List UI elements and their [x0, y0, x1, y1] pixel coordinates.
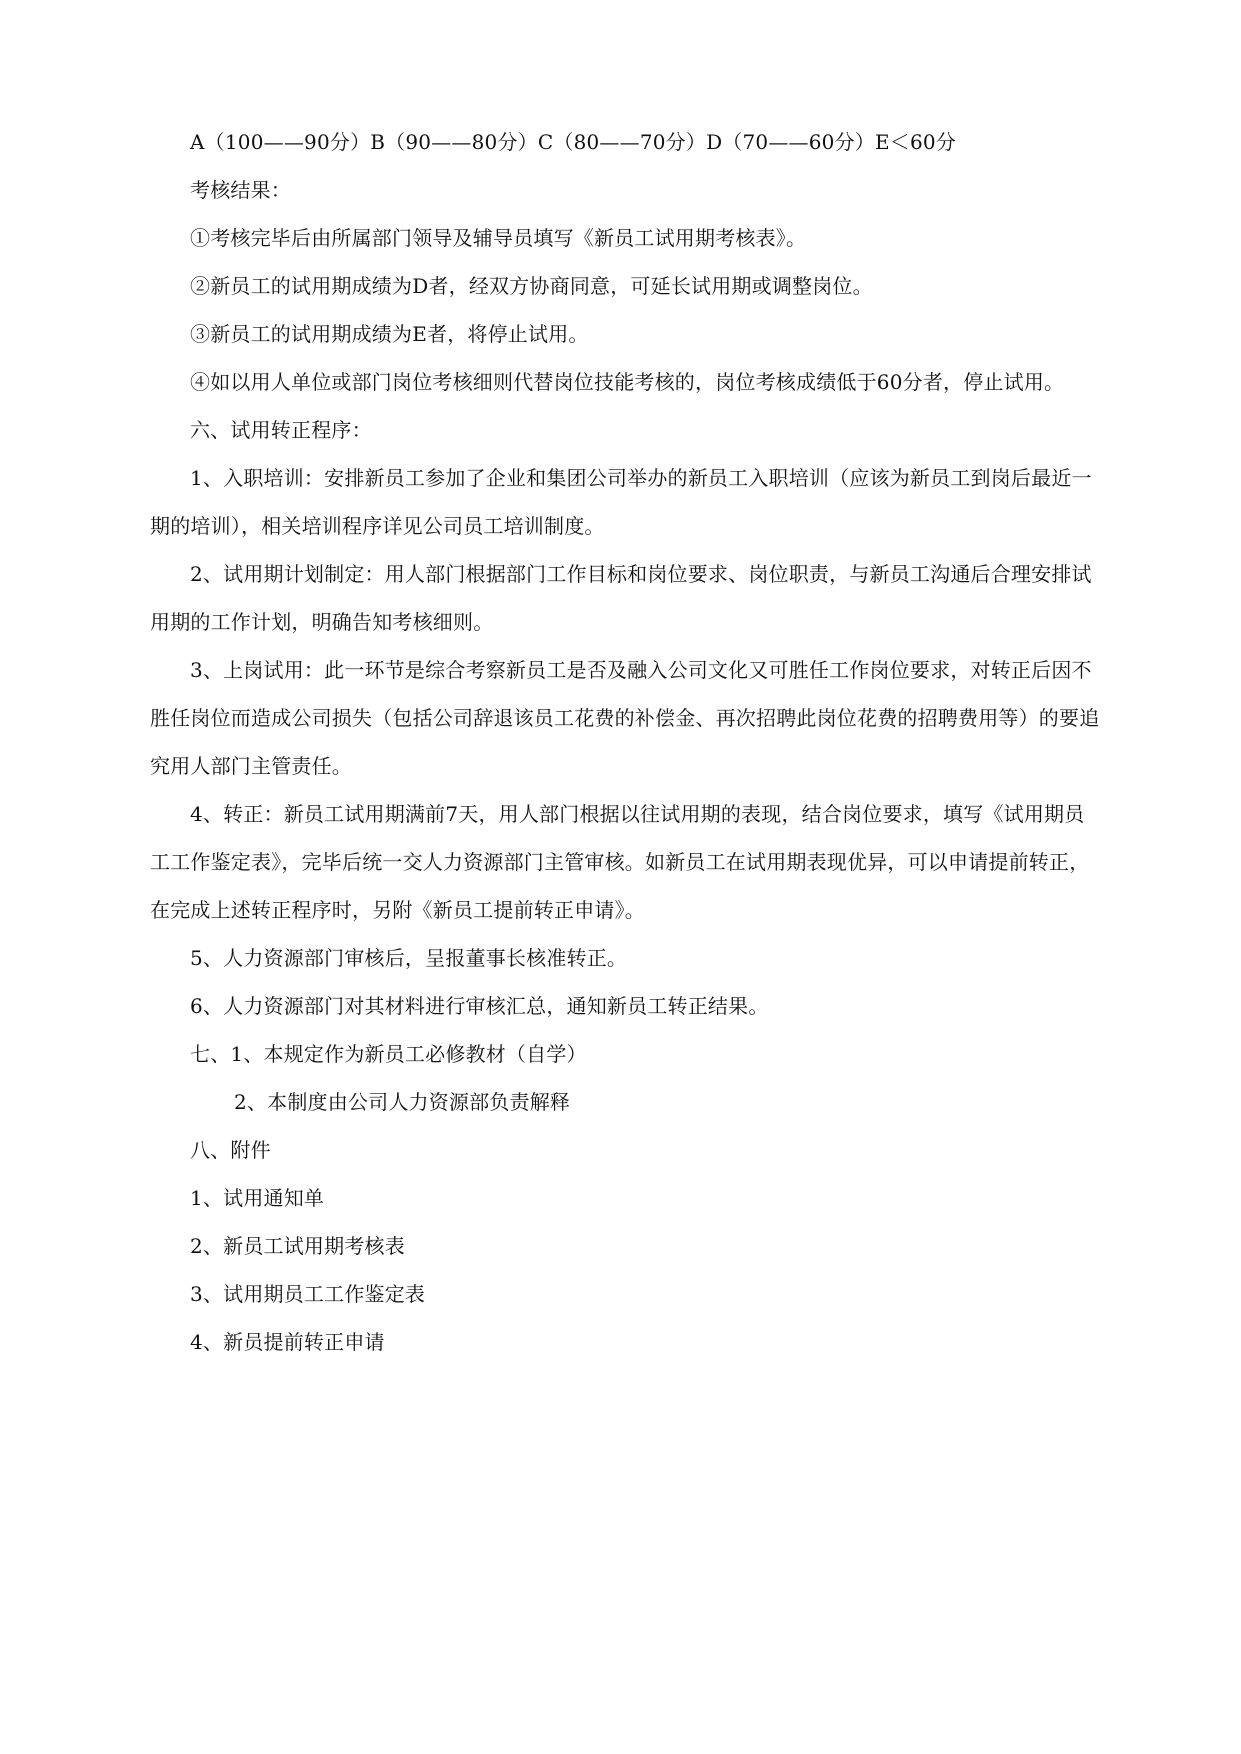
- procedure-step-2: 2、试用期计划制定：用人部门根据部门工作目标和岗位要求、岗位职责，与新员工沟通后合理安排试用期的工作计划，明确告知考核细则。: [150, 562, 1092, 634]
- procedure-step-4: 4、转正：新员工试用期满前7天，用人部门根据以往试用期的表现，结合岗位要求，填写《试用期员工工作鉴定表》，完毕后统一交人力资源部门主管审核。如新员工在试用期表现优异，可以申请提前转正，在完成上述转正程序时，另附《新员工提前转正申请》。: [150, 802, 1090, 922]
- assessment-result-item-3: ③新员工的试用期成绩为E者，将停止试用。: [190, 322, 589, 346]
- procedure-step-3: 3、上岗试用：此一环节是综合考察新员工是否及融入公司文化又可胜任工作岗位要求，对转正后因不胜任岗位而造成公司损失（包括公司辞退该员工花费的补偿金、再次招聘此岗位花费的招聘费用等）的要追究用人部门主管责任。: [150, 658, 1100, 778]
- procedure-step-1: 1、入职培训：安排新员工参加了企业和集团公司举办的新员工入职培训（应该为新员工到岗后最近一期的培训），相关培训程序详见公司员工培训制度。: [150, 466, 1092, 538]
- document-page: [150, 118, 1100, 1366]
- attachment-item-3: 3、试用期员工工作鉴定表: [190, 1282, 426, 1306]
- section-eight-heading: 八、附件: [190, 1138, 271, 1162]
- attachment-item-4: 4、新员提前转正申请: [190, 1330, 385, 1354]
- attachment-item-1: 1、试用通知单: [190, 1186, 325, 1210]
- section-seven-item-1: 七、1、本规定作为新员工必修教材（自学）: [190, 1042, 587, 1066]
- procedure-step-5: 5、人力资源部门审核后，呈报董事长核准转正。: [190, 946, 628, 970]
- assessment-result-item-2: ②新员工的试用期成绩为D者，经双方协商同意，可延长试用期或调整岗位。: [190, 274, 873, 298]
- procedure-step-6: 6、人力资源部门对其材料进行审核汇总，通知新员工转正结果。: [190, 994, 769, 1018]
- section-six-heading: 六、试用转正程序：: [190, 418, 372, 442]
- section-seven-item-2: 2、本制度由公司人力资源部负责解释: [234, 1090, 571, 1114]
- assessment-result-item-4: ④如以用人单位或部门岗位考核细则代替岗位技能考核的，岗位考核成绩低于60分者，停止试用。: [190, 370, 1065, 394]
- assessment-result-heading: 考核结果：: [190, 178, 291, 202]
- grade-scale-line: A（100——90分）B（90——80分）C（80——70分）D（70——60分）E＜60分: [190, 130, 957, 154]
- attachment-item-2: 2、新员工试用期考核表: [190, 1234, 405, 1258]
- assessment-result-item-1: ①考核完毕后由所属部门领导及辅导员填写《新员工试用期考核表》。: [190, 226, 807, 250]
